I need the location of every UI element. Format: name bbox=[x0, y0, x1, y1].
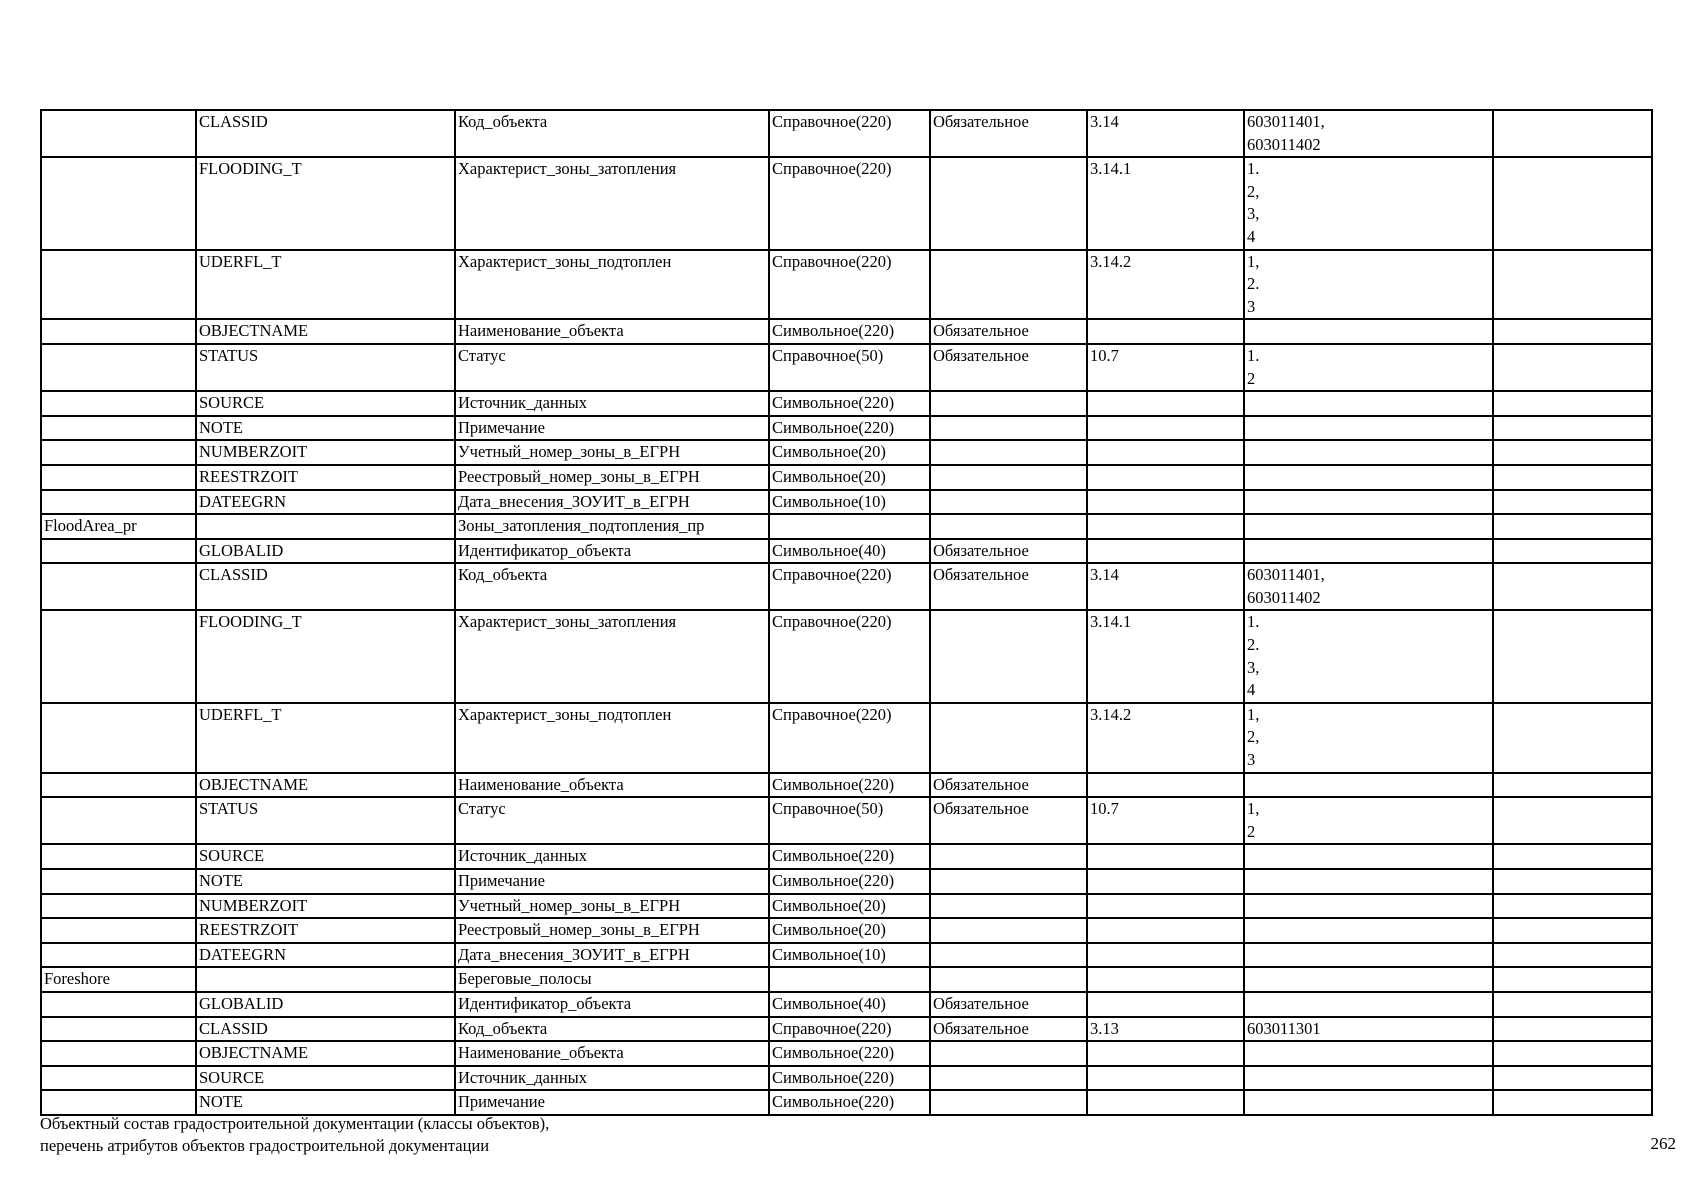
table-row bbox=[41, 797, 1652, 844]
class-name-cell bbox=[41, 490, 196, 515]
obligation-cell bbox=[930, 894, 1087, 919]
table-row bbox=[41, 869, 1652, 894]
table-row bbox=[41, 1041, 1652, 1066]
reference-cell: 3.14 bbox=[1087, 563, 1244, 610]
obligation-cell bbox=[930, 391, 1087, 416]
attribute-code-cell: GLOBALID bbox=[196, 539, 455, 564]
values-cell bbox=[1244, 539, 1493, 564]
class-name-cell bbox=[41, 918, 196, 943]
table-row bbox=[41, 110, 1652, 157]
attribute-code-cell: OBJECTNAME bbox=[196, 773, 455, 798]
attribute-name-cell: Наименование_объекта bbox=[455, 319, 769, 344]
obligation-cell bbox=[930, 869, 1087, 894]
obligation-cell bbox=[930, 918, 1087, 943]
reference-cell bbox=[1087, 943, 1244, 968]
obligation-cell: Обязательное bbox=[930, 797, 1087, 844]
reference-cell bbox=[1087, 539, 1244, 564]
table-row bbox=[41, 1090, 1652, 1115]
values-cell: 1, 2, 3 bbox=[1244, 703, 1493, 773]
attribute-code-cell: STATUS bbox=[196, 344, 455, 391]
extra-cell bbox=[1493, 1017, 1652, 1042]
attribute-name-cell: Статус bbox=[455, 344, 769, 391]
class-name-cell bbox=[41, 344, 196, 391]
attribute-name-cell: Наименование_объекта bbox=[455, 1041, 769, 1066]
attribute-name-cell: Статус bbox=[455, 797, 769, 844]
class-name-cell bbox=[41, 391, 196, 416]
reference-cell bbox=[1087, 319, 1244, 344]
obligation-cell: Обязательное bbox=[930, 773, 1087, 798]
table-row bbox=[41, 539, 1652, 564]
values-cell bbox=[1244, 440, 1493, 465]
data-type-cell: Символьное(220) bbox=[769, 319, 930, 344]
table-row bbox=[41, 844, 1652, 869]
data-type-cell: Справочное(220) bbox=[769, 703, 930, 773]
values-cell bbox=[1244, 844, 1493, 869]
extra-cell bbox=[1493, 943, 1652, 968]
data-type-cell: Справочное(220) bbox=[769, 563, 930, 610]
attribute-name-cell: Примечание bbox=[455, 416, 769, 441]
attribute-name-cell: Характерист_зоны_подтоплен bbox=[455, 703, 769, 773]
data-type-cell: Символьное(40) bbox=[769, 992, 930, 1017]
attribute-name-cell: Примечание bbox=[455, 1090, 769, 1115]
class-name-cell bbox=[41, 894, 196, 919]
attribute-code-cell: CLASSID bbox=[196, 1017, 455, 1042]
extra-cell bbox=[1493, 610, 1652, 702]
obligation-cell: Обязательное bbox=[930, 1017, 1087, 1042]
attribute-code-cell: SOURCE bbox=[196, 391, 455, 416]
values-cell: 603011401, 603011402 bbox=[1244, 563, 1493, 610]
attribute-name-cell: Реестровый_номер_зоны_в_ЕГРН bbox=[455, 918, 769, 943]
class-name-cell bbox=[41, 250, 196, 320]
footer-line-1: Объектный состав градостроительной документации (классы объектов), bbox=[40, 1114, 550, 1133]
data-type-cell: Символьное(10) bbox=[769, 490, 930, 515]
attribute-name-cell: Код_объекта bbox=[455, 1017, 769, 1042]
attribute-name-cell: Источник_данных bbox=[455, 844, 769, 869]
reference-cell bbox=[1087, 918, 1244, 943]
table-body bbox=[41, 110, 1652, 1115]
attribute-code-cell: UDERFL_T bbox=[196, 250, 455, 320]
values-cell: 1, 2 bbox=[1244, 797, 1493, 844]
extra-cell bbox=[1493, 563, 1652, 610]
obligation-cell bbox=[930, 157, 1087, 249]
obligation-cell bbox=[930, 703, 1087, 773]
values-cell bbox=[1244, 1090, 1493, 1115]
obligation-cell bbox=[930, 490, 1087, 515]
reference-cell bbox=[1087, 440, 1244, 465]
reference-cell bbox=[1087, 514, 1244, 539]
obligation-cell bbox=[930, 1090, 1087, 1115]
obligation-cell bbox=[930, 465, 1087, 490]
values-cell bbox=[1244, 869, 1493, 894]
extra-cell bbox=[1493, 250, 1652, 320]
class-name-cell: Foreshore bbox=[41, 967, 196, 992]
values-cell bbox=[1244, 967, 1493, 992]
values-cell bbox=[1244, 918, 1493, 943]
data-type-cell bbox=[769, 967, 930, 992]
data-type-cell: Символьное(20) bbox=[769, 440, 930, 465]
attribute-name-cell: Источник_данных bbox=[455, 391, 769, 416]
obligation-cell bbox=[930, 440, 1087, 465]
data-type-cell: Справочное(220) bbox=[769, 610, 930, 702]
obligation-cell bbox=[930, 1066, 1087, 1091]
values-cell: 603011301 bbox=[1244, 1017, 1493, 1042]
table-row bbox=[41, 514, 1652, 539]
attribute-name-cell: Характерист_зоны_затопления bbox=[455, 157, 769, 249]
reference-cell bbox=[1087, 391, 1244, 416]
extra-cell bbox=[1493, 1066, 1652, 1091]
reference-cell bbox=[1087, 773, 1244, 798]
page-number: 262 bbox=[1650, 1134, 1676, 1153]
attribute-code-cell: SOURCE bbox=[196, 844, 455, 869]
reference-cell bbox=[1087, 844, 1244, 869]
values-cell bbox=[1244, 1066, 1493, 1091]
extra-cell bbox=[1493, 1090, 1652, 1115]
data-type-cell: Символьное(20) bbox=[769, 894, 930, 919]
values-cell bbox=[1244, 1041, 1493, 1066]
class-name-cell bbox=[41, 1066, 196, 1091]
attribute-code-cell: REESTRZOIT bbox=[196, 918, 455, 943]
table-row bbox=[41, 967, 1652, 992]
obligation-cell: Обязательное bbox=[930, 344, 1087, 391]
obligation-cell bbox=[930, 1041, 1087, 1066]
obligation-cell bbox=[930, 967, 1087, 992]
data-type-cell: Символьное(220) bbox=[769, 1090, 930, 1115]
class-name-cell bbox=[41, 992, 196, 1017]
attribute-code-cell: NOTE bbox=[196, 416, 455, 441]
table-row bbox=[41, 490, 1652, 515]
extra-cell bbox=[1493, 440, 1652, 465]
class-name-cell bbox=[41, 1041, 196, 1066]
table-row bbox=[41, 319, 1652, 344]
extra-cell bbox=[1493, 391, 1652, 416]
table-row bbox=[41, 250, 1652, 320]
reference-cell: 3.14.1 bbox=[1087, 610, 1244, 702]
extra-cell bbox=[1493, 110, 1652, 157]
table-row bbox=[41, 1017, 1652, 1042]
attribute-name-cell: Характерист_зоны_подтоплен bbox=[455, 250, 769, 320]
class-name-cell bbox=[41, 563, 196, 610]
values-cell bbox=[1244, 992, 1493, 1017]
data-type-cell: Символьное(220) bbox=[769, 416, 930, 441]
attribute-code-cell: OBJECTNAME bbox=[196, 319, 455, 344]
table-row bbox=[41, 703, 1652, 773]
reference-cell bbox=[1087, 1041, 1244, 1066]
attribute-name-cell: Источник_данных bbox=[455, 1066, 769, 1091]
reference-cell bbox=[1087, 490, 1244, 515]
table-row bbox=[41, 773, 1652, 798]
data-type-cell: Справочное(220) bbox=[769, 250, 930, 320]
data-type-cell: Справочное(50) bbox=[769, 797, 930, 844]
attribute-name-cell: Характерист_зоны_затопления bbox=[455, 610, 769, 702]
data-type-cell: Символьное(220) bbox=[769, 773, 930, 798]
table-row bbox=[41, 894, 1652, 919]
values-cell: 603011401, 603011402 bbox=[1244, 110, 1493, 157]
class-name-cell bbox=[41, 869, 196, 894]
class-name-cell bbox=[41, 416, 196, 441]
table-row bbox=[41, 344, 1652, 391]
reference-cell: 3.13 bbox=[1087, 1017, 1244, 1042]
extra-cell bbox=[1493, 157, 1652, 249]
attribute-name-cell: Идентификатор_объекта bbox=[455, 992, 769, 1017]
values-cell bbox=[1244, 465, 1493, 490]
data-type-cell: Справочное(50) bbox=[769, 344, 930, 391]
class-name-cell bbox=[41, 465, 196, 490]
data-type-cell: Символьное(220) bbox=[769, 1041, 930, 1066]
data-type-cell: Символьное(220) bbox=[769, 869, 930, 894]
class-name-cell bbox=[41, 539, 196, 564]
extra-cell bbox=[1493, 416, 1652, 441]
class-name-cell bbox=[41, 157, 196, 249]
reference-cell: 3.14.1 bbox=[1087, 157, 1244, 249]
reference-cell bbox=[1087, 967, 1244, 992]
reference-cell bbox=[1087, 869, 1244, 894]
attribute-code-cell: NOTE bbox=[196, 869, 455, 894]
page-footer bbox=[40, 1113, 549, 1157]
values-cell bbox=[1244, 319, 1493, 344]
table-row bbox=[41, 610, 1652, 702]
attribute-name-cell: Наименование_объекта bbox=[455, 773, 769, 798]
attribute-code-cell: CLASSID bbox=[196, 563, 455, 610]
attribute-name-cell: Дата_внесения_ЗОУИТ_в_ЕГРН bbox=[455, 490, 769, 515]
reference-cell bbox=[1087, 894, 1244, 919]
values-cell bbox=[1244, 894, 1493, 919]
reference-cell: 3.14.2 bbox=[1087, 250, 1244, 320]
values-cell bbox=[1244, 943, 1493, 968]
class-name-cell bbox=[41, 610, 196, 702]
attribute-name-cell: Зоны_затопления_подтопления_пр bbox=[455, 514, 769, 539]
attribute-name-cell: Учетный_номер_зоны_в_ЕГРН bbox=[455, 894, 769, 919]
table-row bbox=[41, 416, 1652, 441]
attribute-name-cell: Код_объекта bbox=[455, 110, 769, 157]
extra-cell bbox=[1493, 869, 1652, 894]
attribute-code-cell: OBJECTNAME bbox=[196, 1041, 455, 1066]
table-row bbox=[41, 465, 1652, 490]
table-row bbox=[41, 157, 1652, 249]
obligation-cell: Обязательное bbox=[930, 992, 1087, 1017]
obligation-cell bbox=[930, 514, 1087, 539]
obligation-cell bbox=[930, 250, 1087, 320]
attribute-code-cell: STATUS bbox=[196, 797, 455, 844]
values-cell: 1, 2. 3 bbox=[1244, 250, 1493, 320]
values-cell bbox=[1244, 773, 1493, 798]
table-row bbox=[41, 918, 1652, 943]
extra-cell bbox=[1493, 918, 1652, 943]
extra-cell bbox=[1493, 773, 1652, 798]
values-cell: 1. 2 bbox=[1244, 344, 1493, 391]
extra-cell bbox=[1493, 894, 1652, 919]
class-name-cell bbox=[41, 1090, 196, 1115]
attribute-code-cell: REESTRZOIT bbox=[196, 465, 455, 490]
data-type-cell: Символьное(20) bbox=[769, 465, 930, 490]
obligation-cell bbox=[930, 416, 1087, 441]
data-type-cell bbox=[769, 514, 930, 539]
attribute-name-cell: Примечание bbox=[455, 869, 769, 894]
attribute-name-cell: Береговые_полосы bbox=[455, 967, 769, 992]
class-name-cell bbox=[41, 773, 196, 798]
class-name-cell bbox=[41, 110, 196, 157]
data-type-cell: Символьное(220) bbox=[769, 1066, 930, 1091]
reference-cell bbox=[1087, 992, 1244, 1017]
attribute-code-cell: NOTE bbox=[196, 1090, 455, 1115]
extra-cell bbox=[1493, 319, 1652, 344]
attribute-code-cell: UDERFL_T bbox=[196, 703, 455, 773]
extra-cell bbox=[1493, 797, 1652, 844]
data-type-cell: Справочное(220) bbox=[769, 110, 930, 157]
obligation-cell: Обязательное bbox=[930, 319, 1087, 344]
attribute-code-cell: FLOODING_T bbox=[196, 610, 455, 702]
table-row bbox=[41, 1066, 1652, 1091]
attribute-code-cell: DATEEGRN bbox=[196, 943, 455, 968]
class-name-cell bbox=[41, 844, 196, 869]
class-name-cell bbox=[41, 440, 196, 465]
table-row bbox=[41, 943, 1652, 968]
extra-cell bbox=[1493, 844, 1652, 869]
attribute-name-cell: Дата_внесения_ЗОУИТ_в_ЕГРН bbox=[455, 943, 769, 968]
obligation-cell bbox=[930, 943, 1087, 968]
values-cell: 1. 2, 3, 4 bbox=[1244, 157, 1493, 249]
attribute-code-cell: DATEEGRN bbox=[196, 490, 455, 515]
data-type-cell: Символьное(220) bbox=[769, 391, 930, 416]
extra-cell bbox=[1493, 703, 1652, 773]
reference-cell bbox=[1087, 1090, 1244, 1115]
attribute-code-cell bbox=[196, 967, 455, 992]
class-name-cell bbox=[41, 797, 196, 844]
obligation-cell: Обязательное bbox=[930, 539, 1087, 564]
extra-cell bbox=[1493, 1041, 1652, 1066]
values-cell bbox=[1244, 416, 1493, 441]
table-row bbox=[41, 992, 1652, 1017]
reference-cell: 3.14.2 bbox=[1087, 703, 1244, 773]
extra-cell bbox=[1493, 344, 1652, 391]
extra-cell bbox=[1493, 992, 1652, 1017]
class-name-cell: FloodArea_pr bbox=[41, 514, 196, 539]
data-type-cell: Символьное(10) bbox=[769, 943, 930, 968]
attribute-code-cell: CLASSID bbox=[196, 110, 455, 157]
attribute-name-cell: Идентификатор_объекта bbox=[455, 539, 769, 564]
reference-cell bbox=[1087, 416, 1244, 441]
attribute-code-cell bbox=[196, 514, 455, 539]
obligation-cell: Обязательное bbox=[930, 110, 1087, 157]
obligation-cell: Обязательное bbox=[930, 563, 1087, 610]
data-type-cell: Символьное(220) bbox=[769, 844, 930, 869]
reference-cell: 3.14 bbox=[1087, 110, 1244, 157]
data-type-cell: Символьное(20) bbox=[769, 918, 930, 943]
attribute-code-cell: FLOODING_T bbox=[196, 157, 455, 249]
attribute-code-cell: SOURCE bbox=[196, 1066, 455, 1091]
data-type-cell: Справочное(220) bbox=[769, 157, 930, 249]
extra-cell bbox=[1493, 539, 1652, 564]
values-cell bbox=[1244, 514, 1493, 539]
extra-cell bbox=[1493, 514, 1652, 539]
attribute-name-cell: Учетный_номер_зоны_в_ЕГРН bbox=[455, 440, 769, 465]
values-cell: 1. 2. 3, 4 bbox=[1244, 610, 1493, 702]
values-cell bbox=[1244, 391, 1493, 416]
attribute-name-cell: Реестровый_номер_зоны_в_ЕГРН bbox=[455, 465, 769, 490]
data-type-cell: Справочное(220) bbox=[769, 1017, 930, 1042]
extra-cell bbox=[1493, 465, 1652, 490]
footer-line-2: перечень атрибутов объектов градостроительной документации bbox=[40, 1136, 490, 1155]
values-cell bbox=[1244, 490, 1493, 515]
extra-cell bbox=[1493, 490, 1652, 515]
class-name-cell bbox=[41, 1017, 196, 1042]
obligation-cell bbox=[930, 844, 1087, 869]
class-name-cell bbox=[41, 943, 196, 968]
table-row bbox=[41, 440, 1652, 465]
reference-cell: 10.7 bbox=[1087, 344, 1244, 391]
reference-cell bbox=[1087, 465, 1244, 490]
obligation-cell bbox=[930, 610, 1087, 702]
attribute-name-cell: Код_объекта bbox=[455, 563, 769, 610]
attribute-code-cell: NUMBERZOIT bbox=[196, 440, 455, 465]
data-type-cell: Символьное(40) bbox=[769, 539, 930, 564]
class-name-cell bbox=[41, 703, 196, 773]
attribute-code-cell: NUMBERZOIT bbox=[196, 894, 455, 919]
table-row bbox=[41, 391, 1652, 416]
table-row bbox=[41, 563, 1652, 610]
reference-cell bbox=[1087, 1066, 1244, 1091]
extra-cell bbox=[1493, 967, 1652, 992]
attribute-code-cell: GLOBALID bbox=[196, 992, 455, 1017]
reference-cell: 10.7 bbox=[1087, 797, 1244, 844]
class-name-cell bbox=[41, 319, 196, 344]
attribute-table bbox=[40, 109, 1653, 1116]
